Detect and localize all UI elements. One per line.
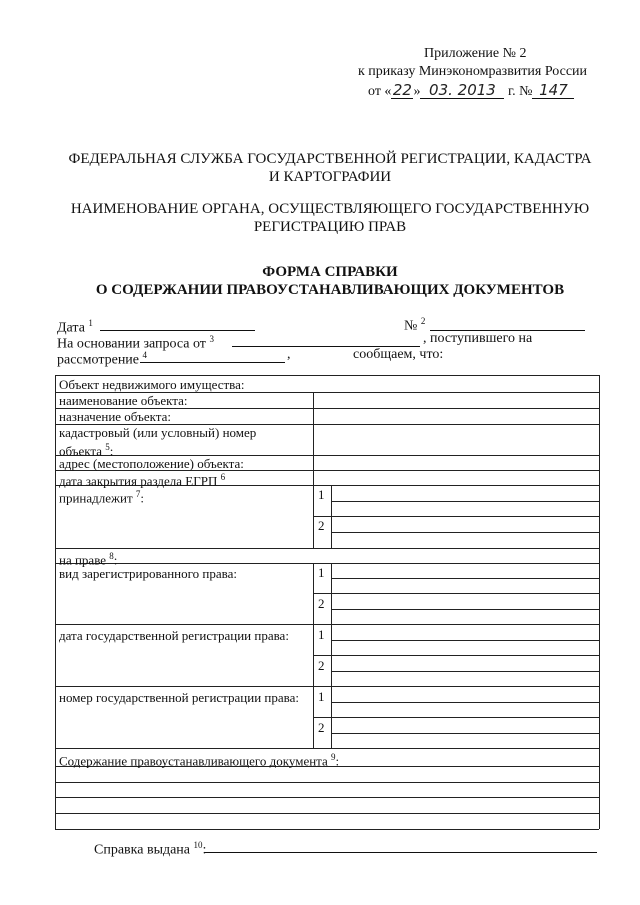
reg-number-row-number-1: 1 [318,689,325,704]
number-prefix: г. № [507,84,533,99]
review-date-field[interactable] [140,362,285,363]
appendix-title: Приложение № 2 [424,46,527,61]
handwritten-number: 147 [532,82,574,99]
form-title-line1: ФОРМА СПРАВКИ [262,264,398,280]
registration-body-line1: НАИМЕНОВАНИЕ ОРГАНА, ОСУЩЕСТВЛЯЮЩЕГО ГОСУДАРСТВЕННУЮ [70,201,590,217]
cadastral-number-label-line1: кадастровый (или условный) номер [59,425,257,440]
table-border-left [55,375,56,829]
basis-label: На основании запроса от $^3$ [57,334,214,352]
issued-label: Справка выдана $^{10}$: [94,840,207,858]
review-label: рассмотрение $^4$ [57,350,148,368]
belongs-row-number-1: 1 [318,487,325,502]
number-label: № $^2$ [404,316,426,334]
reg-date-row-number-2: 2 [318,658,325,673]
form-title-line2: О СОДЕРЖАНИИ ПРАВОУСТАНАВЛИВАЮЩИХ ДОКУМЕНТОВ [95,282,565,298]
object-name-label: наименование объекта: [59,393,188,408]
reg-number-row-number-2: 2 [318,720,325,735]
date-prefix: от « [368,84,392,99]
right-type-row-number-1: 1 [318,565,325,580]
handwritten-day: 22 [392,81,412,99]
right-type-label: вид зарегистрированного права: [59,566,237,581]
right-label: на праве $^8$: [59,551,118,568]
appendix-order: к приказу Минэкономразвития России [358,64,588,79]
right-type-row-number-2: 2 [318,596,325,611]
object-purpose-label: назначение объекта: [59,409,171,424]
belongs-row-number-2: 2 [318,518,325,533]
agency-line2: И КАРТОГРАФИИ [268,169,392,185]
address-label: адрес (местоположение) объекта: [59,456,244,471]
reg-date-row-number-1: 1 [318,627,325,642]
appendix-date-line [368,82,574,100]
document-content-label: Содержание правоустанавливающего документа $^9$: [59,752,340,769]
handwritten-month-year: 03. 2013 [420,82,504,99]
date-label: Дата $^1$ [57,318,93,336]
cadastral-number-label-line2: объекта $^5$: [59,442,114,459]
belongs-label: принадлежит $^7$: [59,489,145,506]
object-header: Объект недвижимого имущества: [59,377,245,392]
registration-date-label: дата государственной регистрации права: [59,628,289,643]
table-border-top [55,375,599,376]
inform-label: сообщаем, что: [353,347,444,362]
review-comma: , [287,347,291,362]
closing-date-label: дата закрытия раздела ЕГРП $^6$ [59,472,226,489]
table-border-right [599,375,600,829]
agency-line1: ФЕДЕРАЛЬНАЯ СЛУЖБА ГОСУДАРСТВЕННОЙ РЕГИСТРАЦИИ, КАДАСТРА [68,151,592,167]
registration-number-label: номер государственной регистрации права: [59,690,299,705]
table-border-bottom [55,829,599,830]
registration-body-line2: РЕГИСТРАЦИЮ ПРАВ [253,219,407,235]
issued-to-field[interactable] [205,852,597,853]
date-mid: » [413,84,421,99]
received-label: , поступившего на [423,331,533,346]
